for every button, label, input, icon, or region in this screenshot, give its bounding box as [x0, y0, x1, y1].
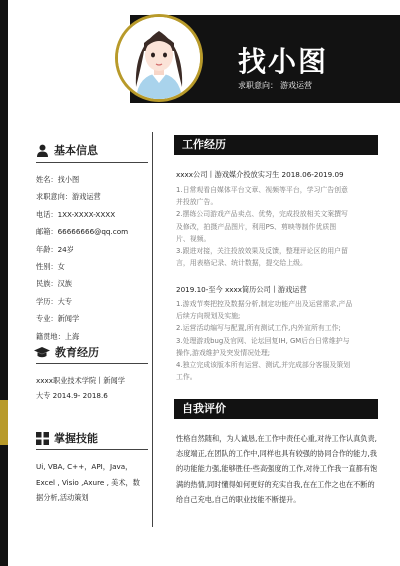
job-intent [238, 80, 314, 91]
info-item-name: 姓名：找小图 [36, 175, 80, 184]
left-accent-bar-black-lower [0, 445, 8, 566]
job-1-details [176, 184, 376, 269]
info-item-major: 专业：新闻学 [36, 314, 80, 324]
job-2-line: 工作。 [176, 373, 197, 382]
skills-content: Ui, VBA, C++，API，Java，Excel , Visio ,Axure , 美术，数据分析,活动策划 [36, 462, 140, 502]
job-1-line: 3.跟进对接，关注投放效果及反馈，整理评论区的用户留 [176, 247, 348, 256]
job-1-line: 言，用表格记录、统计数据，提交给上级。 [176, 259, 307, 268]
job-intent-label: 求职意向： [238, 81, 278, 90]
avatar [115, 14, 203, 102]
job-1-line: 及修改，拍摄产品图片，利用PS、剪映等制作优质图 [176, 222, 337, 231]
info-item-ethnicity: 民族：汉族 [36, 279, 72, 289]
job-2-line: 后续方向规划及实施; [176, 312, 241, 321]
self-evaluation-content: 性格自然随和，为人诚恳,在工作中责任心重,对待工作认真负责,态度端正,在团队的工作中,同样也具有较强的协同合作的能力,我的功能能力强,能够胜任-些高强度的工作,对待工作我一直都有饱满的热情,同时懂得如何更好的充实自我,在在工作之也在不断的给自己充电,自己的职业技能不断提升。 [176, 434, 378, 504]
job-2-title: 2019.10-至今 xxxx简历公司丨游戏运营 [176, 285, 307, 294]
education-heading [34, 344, 99, 360]
basic-info-title: 基本信息 [54, 144, 98, 157]
basic-info-divider [36, 162, 148, 163]
work-experience-heading: 工作经历 [174, 135, 378, 155]
education-period: 大专 2014.9- 2018.6 [36, 391, 108, 400]
basic-info-list [36, 171, 148, 345]
info-item-age: 年龄：24岁 [36, 244, 74, 254]
basic-info-heading [36, 142, 98, 158]
person-icon [36, 144, 49, 157]
avatar-illustration [118, 17, 200, 99]
resume-name: 找小图 [238, 45, 329, 78]
job-1-line: 并投放广告。 [176, 198, 218, 207]
skills-title: 掌握技能 [54, 432, 98, 445]
info-item-phone: 电话：1XX-XXXX-XXXX [36, 209, 116, 219]
job-2-line: 操作,游戏维护及突发情况处理; [176, 348, 271, 357]
job-2-line: 1.游戏节奏把控及数据分析,制定功能产出及运营需求,产品 [176, 300, 353, 308]
job-intent-value: 游戏运营 [280, 81, 312, 90]
left-accent-bar-black [0, 0, 8, 400]
education-school: xxxx职业技术学院丨新闻学 [36, 376, 125, 385]
skills-divider [36, 449, 148, 450]
job-2-line: 2.运营活动编写与配置,所有测试工作,内外宣所有工作; [176, 324, 341, 333]
education-title: 教育经历 [55, 346, 99, 359]
info-item-intent: 求职意向：游戏运营 [36, 192, 101, 202]
grid-icon [36, 432, 49, 445]
job-1-line: 1.日常观看自媒体平台文章、视频等平台，学习广告创意 [176, 186, 348, 194]
job-1-title: xxxx公司丨游戏媒介投放实习生 2018.06-2019.09 [176, 170, 344, 179]
job-1-line: 2.摆练公司游戏产品卖点、优势，完成投放相关文案撰写 [176, 210, 348, 219]
graduation-cap-icon [34, 346, 50, 359]
info-item-hometown: 籍贯地：上海 [36, 331, 80, 341]
left-accent-bar-gold [0, 400, 8, 445]
skills-heading [36, 430, 98, 446]
self-evaluation-heading: 自我评价 [174, 399, 378, 419]
job-2-line: 3.处理游戏bug及官网、论坛回复IH, GM后台日常维护与 [176, 336, 350, 345]
info-item-email: 邮箱：66666666@qq.com [36, 227, 129, 237]
job-2-line: 4.独立完成该版本所有运营、测试,并完成部分客服及策划 [176, 361, 351, 370]
info-item-degree: 学历：大专 [36, 296, 72, 306]
education-divider [36, 363, 148, 364]
education-content [36, 373, 148, 403]
job-1-line: 片、视频。 [176, 234, 211, 243]
info-item-gender: 性别：女 [36, 261, 65, 271]
job-2-details [176, 298, 376, 383]
column-divider [152, 132, 153, 527]
